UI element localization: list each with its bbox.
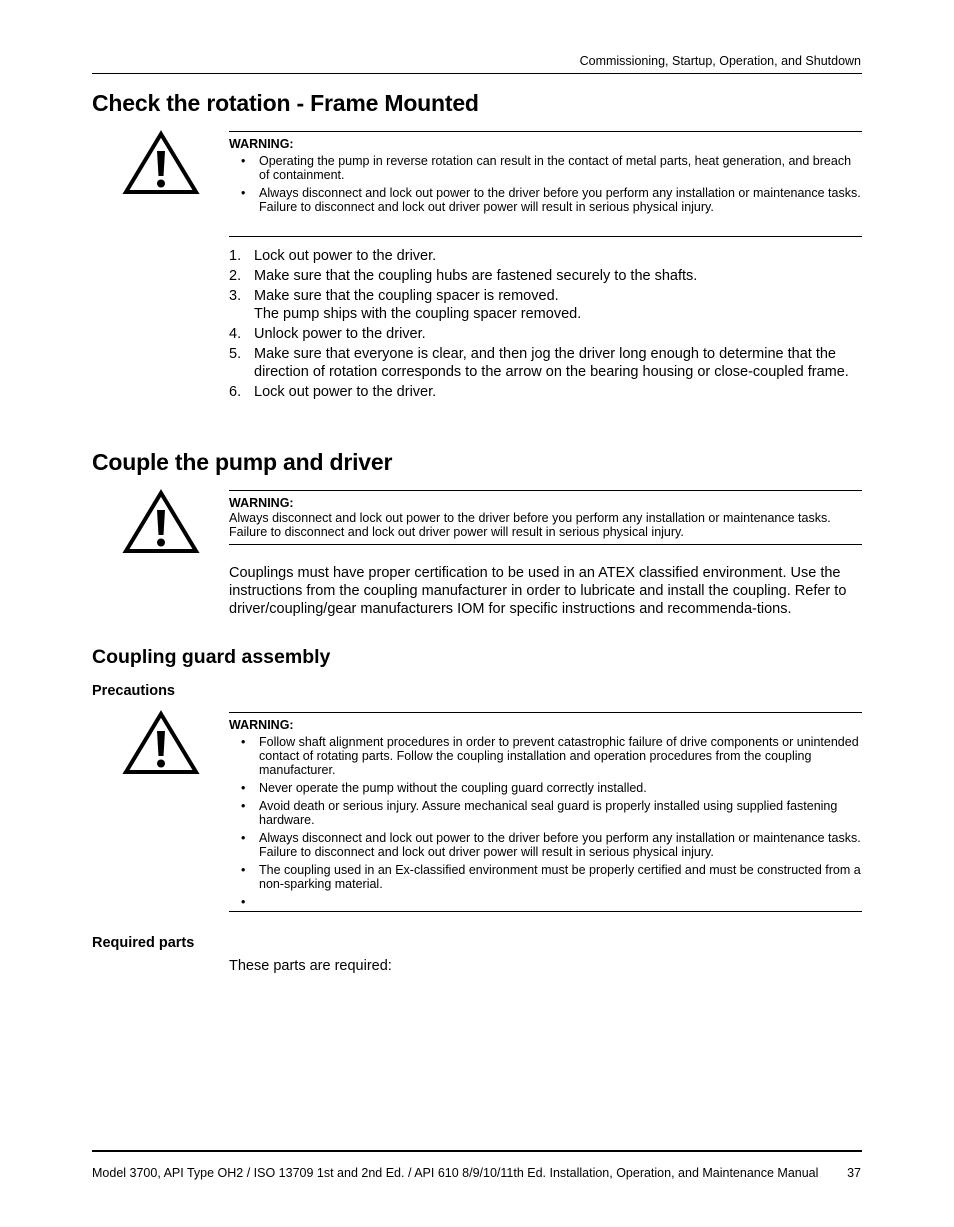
couple-heading: Couple the pump and driver	[92, 449, 393, 475]
step-text: Make sure that the coupling hubs are fastened securely to the shafts.	[254, 268, 698, 284]
coupling-paragraph: Couplings must have proper certification to be used in an ATEX classified environment. Use the instructions from the coupling manufacturer in order to lubricate and install the coupling. Refer to driver/coupling/gear manufacturers IOM for specific instructions and recommenda-tions.	[229, 565, 847, 617]
warning-text: Always disconnect and lock out power to the driver before you perform any installation or maintenance tasks. Failure to disconnect and lock out driver power will result in serious physical injury.	[229, 511, 831, 539]
warning-item: • The coupling used in an Ex-classified environment must be properly certified and must be constructed from a non-sparking material.	[229, 863, 862, 891]
step-text: Make sure that the coupling spacer is removed.	[254, 288, 559, 304]
required-parts-heading: Required parts	[92, 935, 195, 951]
step-item	[229, 383, 862, 401]
warning-item: • Always disconnect and lock out power to the driver before you perform any installation or maintenance tasks. Failure to disconnect and lock out driver power will result in serious physical injury.	[229, 831, 862, 859]
guard-warning-box	[229, 712, 862, 912]
guard-warning-list	[229, 735, 862, 909]
warning-triangle-icon	[122, 709, 200, 777]
rotation-warning-list	[229, 154, 862, 214]
precautions-heading: Precautions	[92, 683, 175, 699]
step-note: The pump ships with the coupling spacer removed.	[254, 306, 582, 322]
running-header: Commissioning, Startup, Operation, and Shutdown	[579, 54, 861, 68]
warning-item: • Never operate the pump without the coupling guard correctly installed.	[229, 781, 862, 795]
step-item	[229, 247, 862, 265]
header-rule	[92, 73, 862, 74]
required-parts-text: These parts are required:	[229, 958, 392, 974]
step-number: 4.	[229, 326, 242, 342]
warning-label: WARNING:	[229, 496, 294, 510]
step-text: Lock out power to the driver.	[254, 248, 437, 264]
rotation-steps	[229, 247, 862, 403]
warning-triangle-icon	[122, 488, 200, 556]
guard-heading: Coupling guard assembly	[92, 646, 331, 668]
warning-item-empty	[229, 895, 862, 909]
step-item	[229, 287, 862, 323]
step-number: 3.	[229, 288, 242, 304]
step-text: Unlock power to the driver.	[254, 326, 426, 342]
warning-item: • Follow shaft alignment procedures in order to prevent catastrophic failure of drive components or unintended contact of rotating parts. Follow the coupling installation and operation procedures from the coupling manufacturer.	[229, 735, 862, 777]
rotation-warning-box	[229, 131, 862, 237]
step-number: 1.	[229, 248, 242, 264]
warning-triangle-icon	[122, 129, 200, 197]
step-item	[229, 325, 862, 343]
step-number: 2.	[229, 268, 242, 284]
couple-warning-box	[229, 490, 862, 545]
warning-item: • Always disconnect and lock out power to the driver before you perform any installation or maintenance tasks. Failure to disconnect and lock out driver power will result in serious physical injury.	[229, 186, 862, 214]
warning-label: WARNING:	[229, 137, 294, 151]
warning-item: • Operating the pump in reverse rotation can result in the contact of metal parts, heat generation, and breach of containment.	[229, 154, 862, 182]
step-number: 5.	[229, 346, 242, 362]
page-number: 37	[847, 1166, 861, 1180]
step-number: 6.	[229, 384, 242, 400]
step-item	[229, 267, 862, 285]
warning-item: • Avoid death or serious injury. Assure mechanical seal guard is properly installed using supplied fastening hardware.	[229, 799, 862, 827]
footer-text: Model 3700, API Type OH2 / ISO 13709 1st and 2nd Ed. / API 610 8/9/10/11th Ed. Installation, Operation, and Maintenance Manual	[92, 1166, 819, 1180]
step-text: Lock out power to the driver.	[254, 384, 437, 400]
footer-rule	[92, 1150, 862, 1152]
step-item	[229, 345, 862, 381]
step-text: Make sure that everyone is clear, and then jog the driver long enough to determine that the direction of rotation corresponds to the arrow on the bearing housing or close-coupled frame.	[254, 346, 849, 380]
rotation-heading: Check the rotation - Frame Mounted	[92, 90, 479, 116]
warning-label: WARNING:	[229, 718, 294, 732]
